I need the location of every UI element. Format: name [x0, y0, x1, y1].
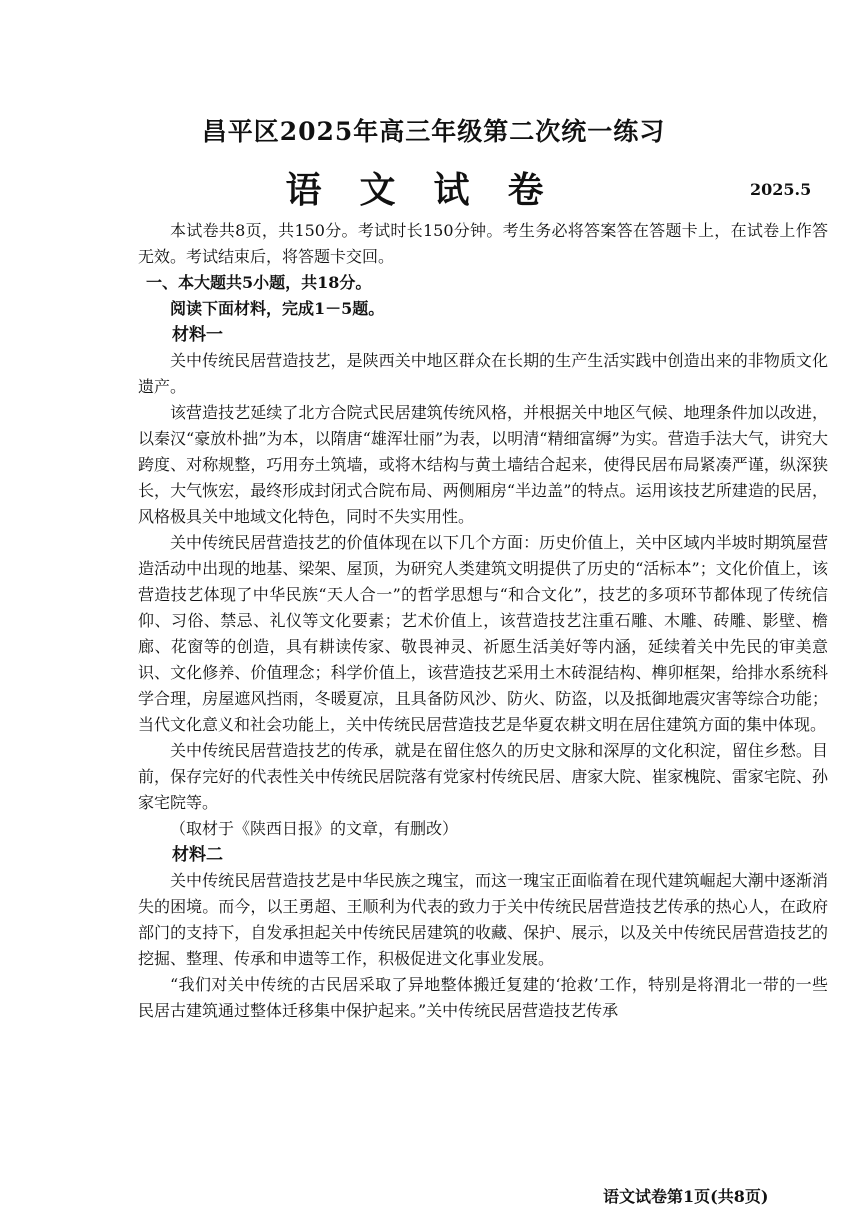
- page-footer: 语文试卷第1页(共8页): [603, 1187, 769, 1206]
- exam-date: 2025.5: [750, 180, 812, 199]
- material1-paragraph: 关中传统民居营造技艺，是陕西关中地区群众在长期的生产生活实践中创造出来的非物质文化遗产。: [138, 351, 828, 396]
- material1-paragraph: 该营造技艺延续了北方合院式民居建筑传统风格，并根据关中地区气候、地理条件加以改进，以秦汉“豪放朴拙”为本，以隋唐“雄浑壮丽”为表，以明清“精细富缛”为实。营造手法大气，讲究大跨度、对称规整，巧用夯土筑墙，或将木结构与黄土墙结合起来，使得民居布局紧凑严谨，纵深狭长，大气恢宏，最终形成封闭式合院布局、两侧厢房“半边盖”的特点。运用该技艺所建造的民居，风格极具关中地域文化特色，同时不失实用性。: [138, 403, 828, 526]
- material1-paragraph: 关中传统民居营造技艺的传承，就是在留住悠久的历史文脉和深厚的文化积淀，留住乡愁。目前，保存完好的代表性关中传统民居院落有党家村传统民居、唐家大院、崔家槐院、雷家宅院、孙家宅院等。: [138, 741, 828, 812]
- exam-content: [138, 218, 828, 1024]
- instructions-intro: 本试卷共8页，共150分。考试时长150分钟。考生务必将答案答在答题卡上，在试卷上作答无效。考试结束后，将答题卡交回。: [138, 221, 828, 266]
- material2-paragraph: “我们对关中传统的古民居采取了异地整体搬迁复建的‘抢救’工作，特别是将渭北一带的一些民居古建筑通过整体迁移集中保护起来。”关中传统民居营造技艺传承: [138, 975, 828, 1020]
- reading-prompt: 阅读下面材料，完成1－5题。: [170, 299, 385, 318]
- section-heading: 一、本大题共5小题，共18分。: [146, 273, 372, 292]
- material2-title: 材料二: [172, 845, 223, 865]
- material1-source: （取材于《陕西日报》的文章，有删改）: [170, 819, 459, 838]
- exam-title: 昌平区2025年高三年级第二次统一练习: [201, 117, 666, 146]
- material1-paragraph: 关中传统民居营造技艺的价值体现在以下几个方面：历史价值上，关中区域内半坡时期筑屋营造活动中出现的地基、梁架、屋顶，为研究人类建筑文明提供了历史的“活标本”；文化价值上，该营造技艺体现了中华民族“天人合一”的哲学思想与“和合文化”，技艺的多项环节都体现了传统信仰、习俗、禁忌、礼仪等文化要素；艺术价值上，该营造技艺注重石雕、木雕、砖雕、影壁、檐廊、花窗等的创造，具有耕读传家、敬畏神灵、祈愿生活美好等内涵，延续着关中先民的审美意识、文化修养、价值理念；科学价值上，该营造技艺采用土木砖混结构、榫卯框架，给排水系统科学合理，房屋遮风挡雨，冬暖夏凉，且具备防风沙、防火、防盗，以及抵御地震灾害等综合功能；当代文化意义和社会功能上，关中传统民居营造技艺是华夏农耕文明在居住建筑方面的集中体现。: [138, 533, 828, 734]
- subject-title: 语文试卷: [285, 169, 582, 211]
- material1-title: 材料一: [172, 325, 223, 345]
- material2-paragraph: 关中传统民居营造技艺是中华民族之瑰宝，而这一瑰宝正面临着在现代建筑崛起大潮中逐渐消失的困境。而今，以王勇超、王顺利为代表的致力于关中传统民居营造技艺传承的热心人，在政府部门的支持下，自发承担起关中传统民居建筑的收藏、保护、展示，以及关中传统民居营造技艺的挖掘、整理、传承和申遗等工作，积极促进文化事业发展。: [138, 871, 828, 968]
